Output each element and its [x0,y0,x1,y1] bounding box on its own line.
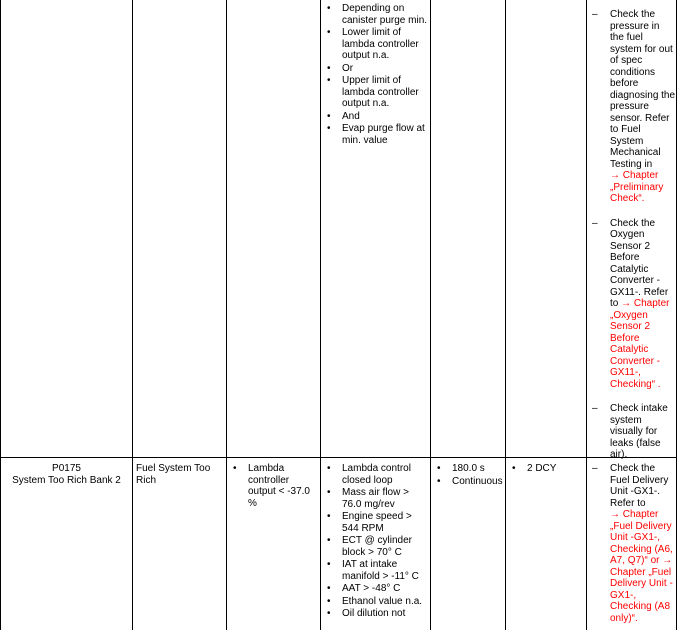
p0175-actions-list [586,463,676,624]
mil-list [507,463,585,475]
description-cell [136,463,222,486]
list-item: • Mass air flow > 76.0 mg/rev [322,487,428,510]
dtc-description: Fuel System Too Rich [136,463,211,486]
list-item: • Or [322,63,428,75]
action-text: Check intake system visually for leaks (false air). [610,403,668,460]
mil-cell [507,463,585,476]
col-border-5 [505,0,506,630]
chapter-link-oxygen-sensor[interactable]: → Chapter „Oxygen Sensor 2 Before Catalytic Converter - GX11-, Checking“ . [610,298,670,390]
col-border-0 [0,0,1,630]
list-item: • Ethanol value n.a. [322,596,428,608]
list-item: • Evap purge flow at min. value [322,123,428,146]
enable-conditions-list [322,463,428,620]
dtc-name: System Too Rich Bank 2 [12,474,121,486]
top-actions-list [586,9,676,461]
list-item: • Lower limit of lambda controller output n.a. [322,27,428,62]
row-border [0,457,677,458]
col-border-3 [320,0,321,630]
list-item: • And [322,111,428,123]
list-item: • AAT > -48° C [322,583,428,595]
action-text: Check the pressure in the fuel system for out of spec conditions before diagnosing the pressure sensor. Refer to Fuel System Mechanical Testing in [610,9,676,170]
time-required-list [432,463,504,487]
list-item: • 2 DCY [507,463,585,475]
action-item [586,218,676,391]
list-item: • Continuous [432,476,504,488]
list-item: • Depending on canister purge min. [322,3,428,26]
enable-conditions-cell [322,463,428,621]
top-enable-conditions-list [322,3,428,146]
action-item [586,403,676,461]
list-item: • Lambda control closed loop [322,463,428,486]
list-item: • ECT @ cylinder block > 70° C [322,535,428,558]
action-item [586,9,676,205]
list-item: • IAT at intake manifold > -11° C [322,559,428,582]
col-border-7 [676,0,677,630]
list-item: • Oil dilution not [322,608,428,620]
malfunction-criteria-cell [228,463,318,510]
list-item: • 180.0 s [432,463,504,475]
dtc-cell [1,463,132,486]
col-border-4 [430,0,431,630]
malfunction-criteria-list [228,463,318,509]
top-actions-cell [586,9,676,461]
time-required-cell [432,463,504,488]
action-text: Check the Fuel Delivery Unit -GX1-. Refer to [610,463,669,509]
list-item: • Engine speed > 544 RPM [322,511,428,534]
col-border-2 [226,0,227,630]
col-border-1 [132,0,133,630]
action-text: Check the Oxygen Sensor 2 Before Catalytic Converter - GX11-. Refer to [610,217,669,309]
p0175-actions-cell [586,463,676,624]
chapter-link-fuel-delivery-unit[interactable]: → Chapter „Fuel Delivery Unit -GX1-, Checking (A6, A7, Q7)“ or → Chapter „Fuel Delivery Unit -GX1-, Checking (A8 only)“. [610,509,673,624]
list-item: • Upper limit of lambda controller output n.a. [322,75,428,110]
top-enable-conditions-cell [322,3,428,147]
action-item [586,463,676,624]
list-item: • Lambda controller output < -37.0 % [228,463,318,509]
chapter-link-preliminary-check[interactable]: → Chapter „Preliminary Check“. [610,170,664,204]
dtc-code: P0175 [52,463,81,474]
